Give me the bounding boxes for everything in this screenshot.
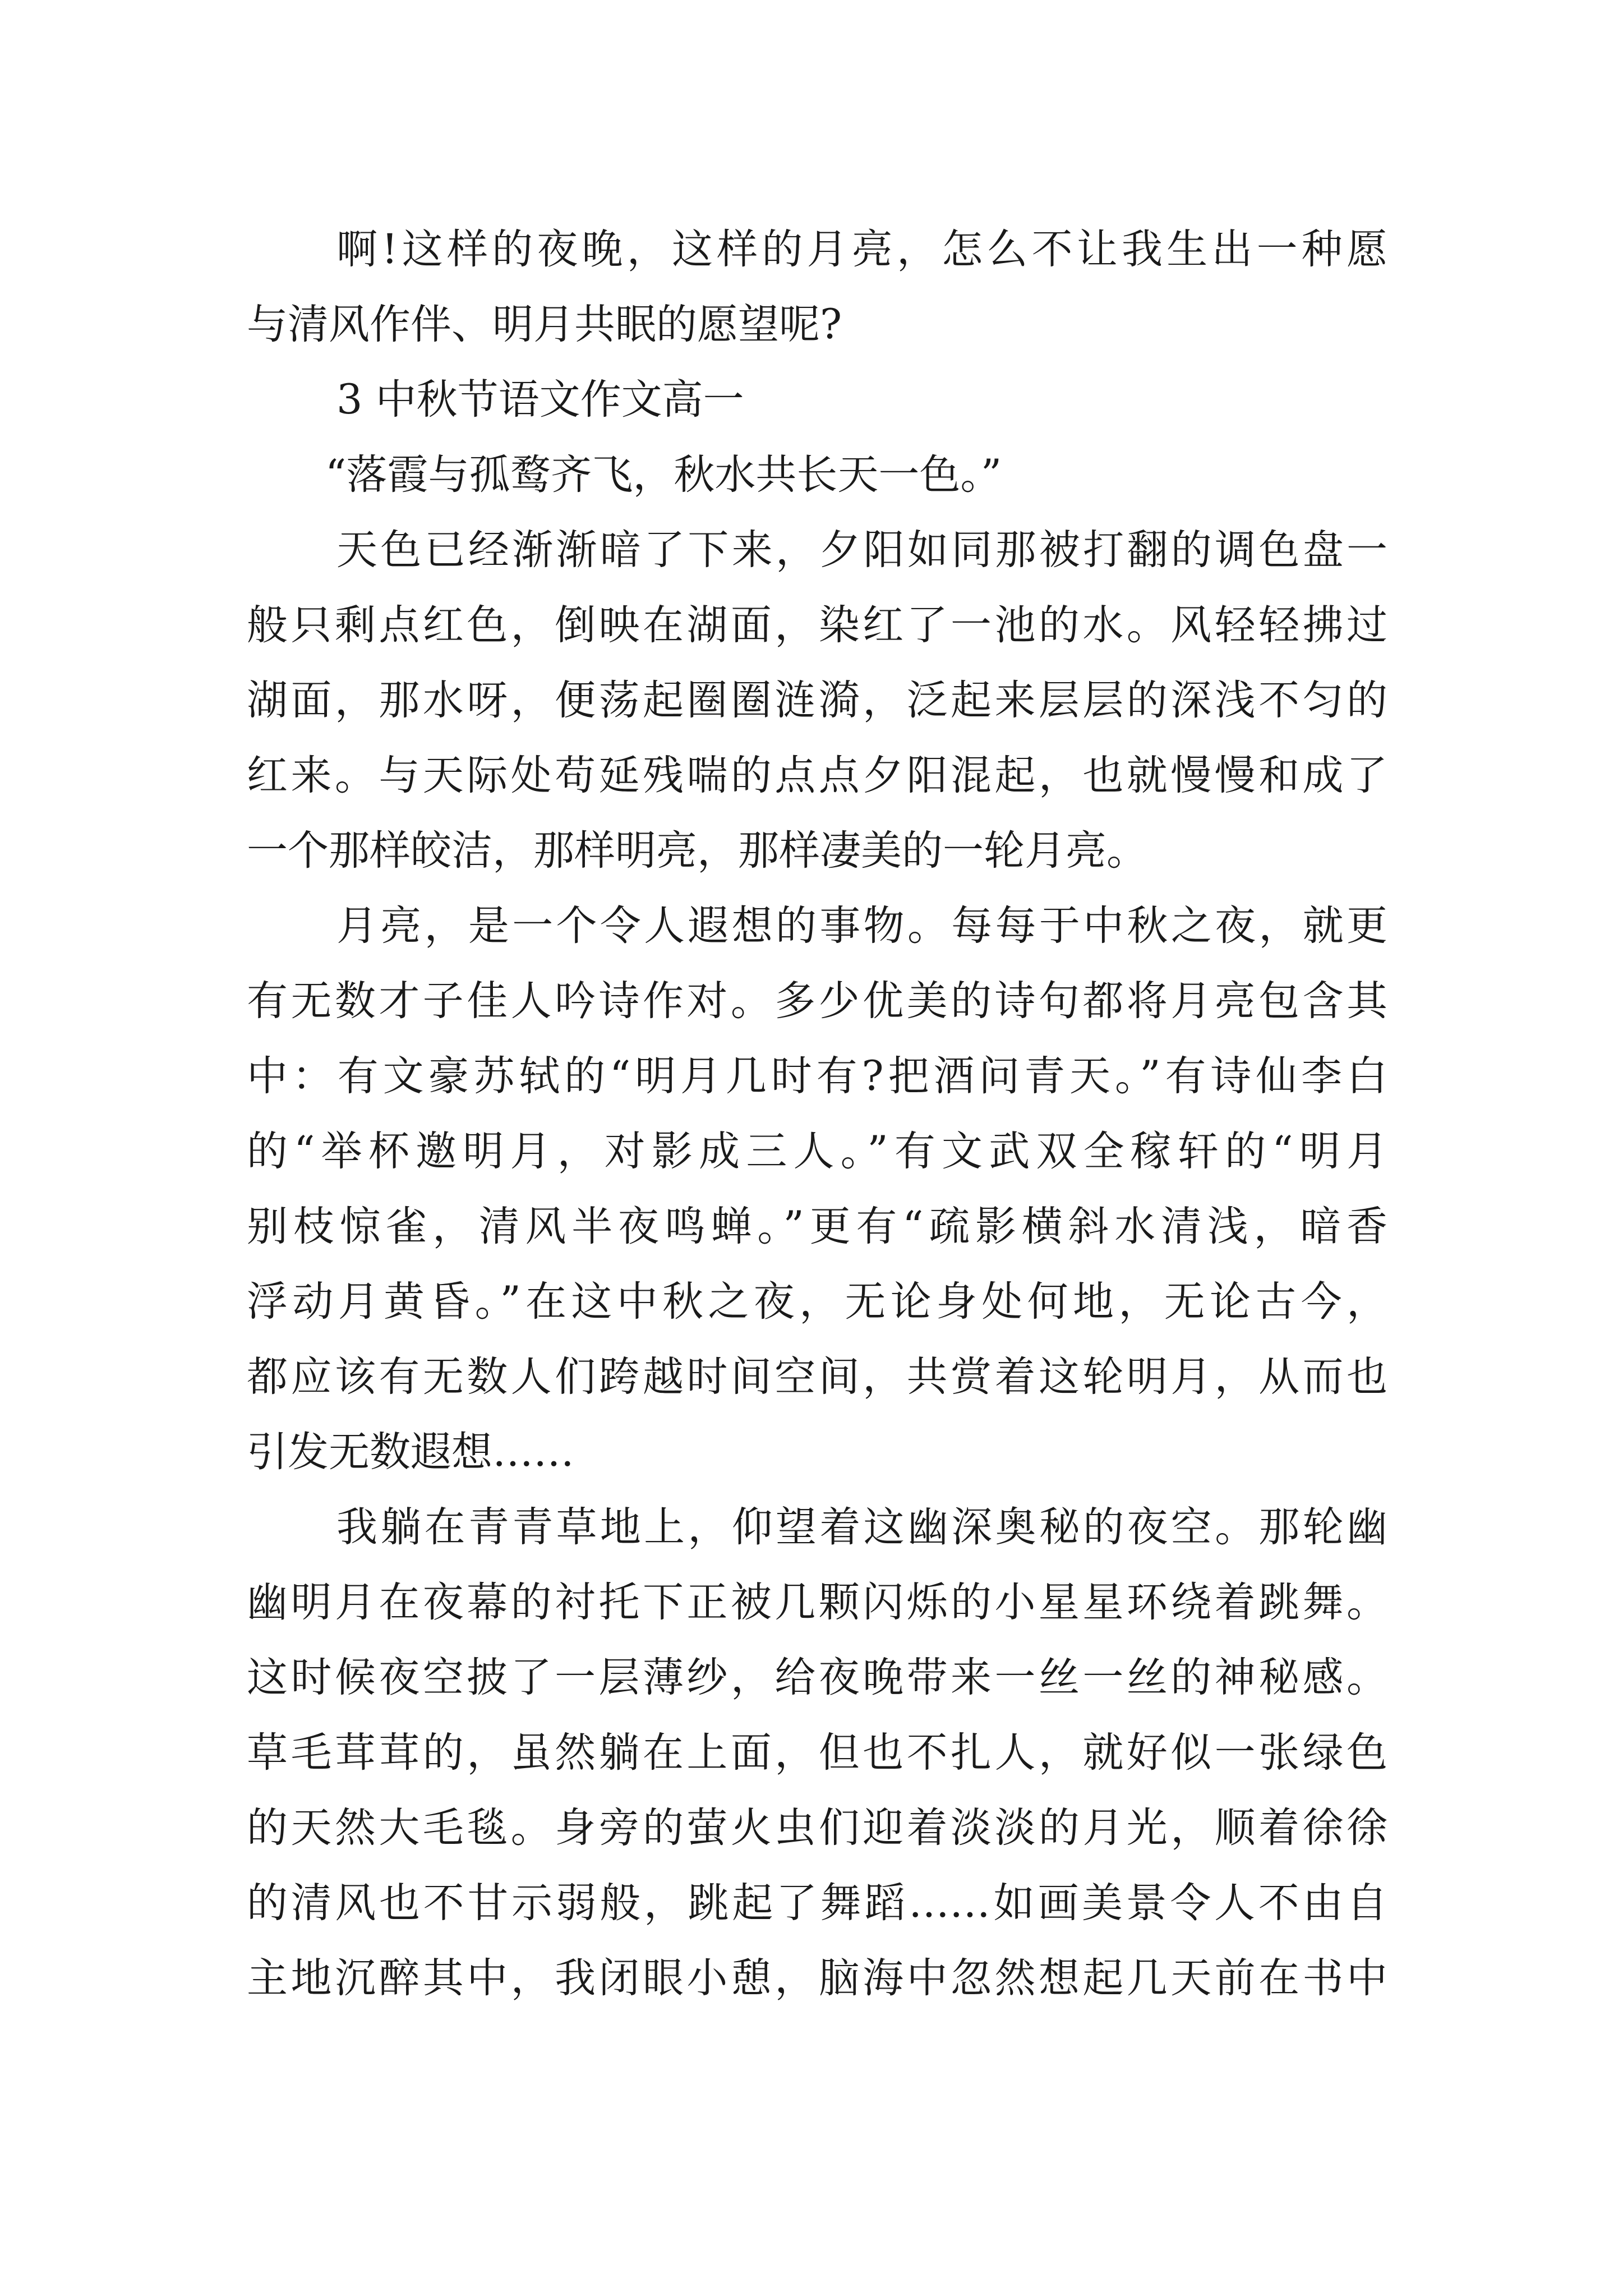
paragraph-line: 的清风也不甘示弱般，跳起了舞蹈……如画美景令人不由自 xyxy=(247,1879,1387,1927)
paragraph-line: 一个那样皎洁，那样明亮，那样凄美的一轮月亮。 xyxy=(247,827,1147,875)
paragraph-line: 有无数才子佳人吟诗作对。多少优美的诗句都将月亮包含其 xyxy=(247,977,1387,1025)
paragraph-line: 湖面，那水呀，便荡起圈圈涟漪，泛起来层层的深浅不匀的 xyxy=(247,677,1387,724)
paragraph-line: 草毛茸茸的，虽然躺在上面，但也不扎人，就好似一张绿色 xyxy=(247,1729,1387,1777)
paragraph-line: 别枝惊雀，清风半夜鸣蝉。”更有“疏影横斜水清浅，暗香 xyxy=(247,1203,1387,1250)
paragraph-line: 与清风作伴、明月共眠的愿望呢? xyxy=(247,301,842,348)
paragraph-line: 主地沉醉其中，我闭眼小憩，脑海中忽然想起几天前在书中 xyxy=(247,1954,1387,2002)
paragraph-line: 中：有文豪苏轼的“明月几时有?把酒问青天。”有诗仙李白 xyxy=(247,1052,1387,1100)
paragraph-line: 我躺在青青草地上，仰望着这幽深奥秘的夜空。那轮幽 xyxy=(336,1503,1387,1551)
paragraph-line: 的“举杯邀明月，对影成三人。”有文武双全稼轩的“明月 xyxy=(247,1128,1387,1175)
paragraph-line: 都应该有无数人们跨越时间空间，共赏着这轮明月，从而也 xyxy=(247,1353,1387,1401)
quote-line: “落霞与孤鹜齐飞，秋水共长天一色。” xyxy=(325,451,1002,499)
paragraph-line: 红来。与天际处苟延残喘的点点夕阳混起，也就慢慢和成了 xyxy=(247,752,1387,799)
paragraph-line: 啊!这样的夜晚，这样的月亮，怎么不让我生出一种愿 xyxy=(336,226,1387,273)
document-body xyxy=(247,212,1387,2016)
paragraph-line: 月亮，是一个令人遐想的事物。每每于中秋之夜，就更 xyxy=(336,902,1387,950)
paragraph-line: 天色已经渐渐暗了下来，夕阳如同那被打翻的调色盘一 xyxy=(336,526,1387,574)
paragraph-line: 浮动月黄昏。”在这中秋之夜，无论身处何地，无论古今， xyxy=(247,1278,1387,1326)
paragraph-line: 这时候夜空披了一层薄纱，给夜晚带来一丝一丝的神秘感。 xyxy=(247,1654,1387,1701)
section-heading: 3 中秋节语文作文高一 xyxy=(336,376,744,424)
paragraph-line: 的天然大毛毯。身旁的萤火虫们迎着淡淡的月光，顺着徐徐 xyxy=(247,1804,1387,1852)
paragraph-line: 幽明月在夜幕的衬托下正被几颗闪烁的小星星环绕着跳舞。 xyxy=(247,1579,1387,1626)
paragraph-line: 引发无数遐想…… xyxy=(247,1428,574,1476)
paragraph-line: 般只剩点红色，倒映在湖面，染红了一池的水。风轻轻拂过 xyxy=(247,601,1387,649)
